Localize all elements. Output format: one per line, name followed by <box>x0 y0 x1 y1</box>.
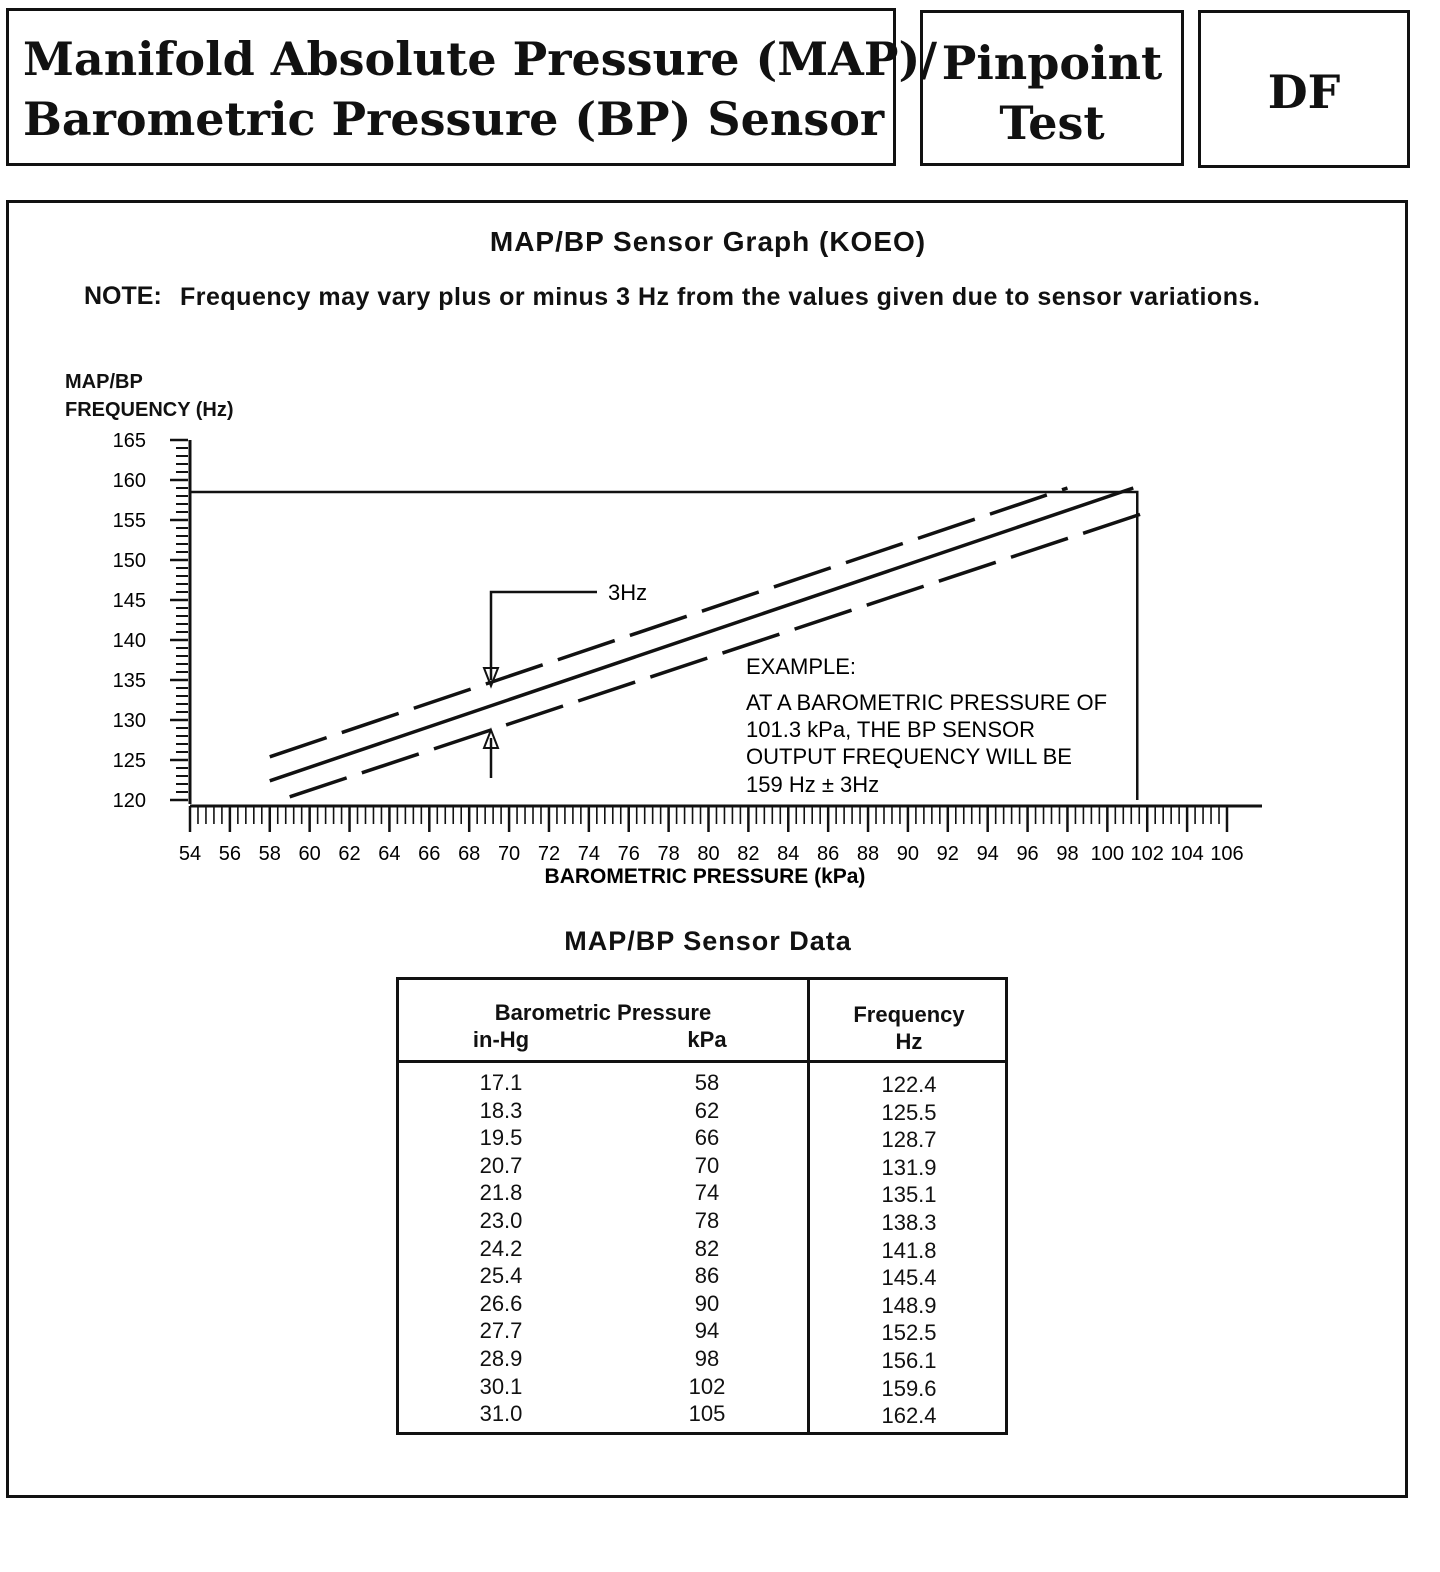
x-tick-label: 58 <box>258 843 281 865</box>
cell-frequency: 145.4 <box>881 1265 937 1291</box>
cell-kpa: 82 <box>694 1235 720 1261</box>
x-tick-label: 76 <box>617 843 640 865</box>
example-title: EXAMPLE: <box>746 654 857 679</box>
cell-frequency: 156.1 <box>881 1348 937 1373</box>
x-tick-label: 54 <box>178 843 202 865</box>
x-tick-label: 78 <box>657 843 680 865</box>
cell-kpa: 90 <box>694 1290 720 1316</box>
x-tick-label: 92 <box>936 843 959 865</box>
example-line-4: 159 Hz ± 3Hz <box>746 772 880 797</box>
y-axis-label-line-1: MAP/BP <box>65 371 143 393</box>
x-tick-label: 64 <box>378 843 401 865</box>
cell-kpa: 70 <box>694 1152 720 1178</box>
cell-frequency: 152.5 <box>881 1320 937 1346</box>
x-tick-label: 82 <box>737 843 760 865</box>
x-tick-label: 96 <box>1016 843 1039 865</box>
cell-frequency: 122.4 <box>881 1072 937 1097</box>
cell-inhg: 19.5 <box>479 1125 523 1151</box>
cell-inhg: 17.1 <box>479 1070 523 1095</box>
x-tick-label: 62 <box>338 843 361 865</box>
note-text: Frequency may vary plus or minus 3 Hz from the values given due to sensor variations. <box>180 283 1261 311</box>
x-tick-label: 84 <box>777 843 800 865</box>
example-annotation <box>746 654 1107 797</box>
pinpoint-line-2: Test <box>999 96 1105 150</box>
y-tick-label: 125 <box>112 750 146 772</box>
table-title: MAP/BP Sensor Data <box>564 926 852 956</box>
cell-inhg: 20.7 <box>479 1152 523 1178</box>
cell-frequency: 148.9 <box>881 1292 937 1318</box>
cell-frequency: 141.8 <box>881 1237 937 1263</box>
cell-inhg: 26.6 <box>479 1290 523 1316</box>
header-rule <box>399 1060 1005 1063</box>
x-tick-label: 80 <box>697 843 720 865</box>
cell-inhg: 18.3 <box>479 1097 523 1123</box>
note-label: NOTE: <box>84 282 162 310</box>
example-line-3: OUTPUT FREQUENCY WILL BE <box>746 744 1072 769</box>
chart-axes <box>113 430 1262 865</box>
cell-kpa: 66 <box>694 1125 720 1151</box>
cell-frequency: 159.6 <box>881 1375 937 1401</box>
cell-inhg: 30.1 <box>479 1373 523 1399</box>
sensor-data-table <box>396 977 1008 1435</box>
tolerance-leader-line <box>491 592 597 680</box>
example-line-2: 101.3 kPa, THE BP SENSOR <box>746 717 1035 742</box>
y-axis-label-line-2: FREQUENCY (Hz) <box>65 399 234 421</box>
cell-inhg: 31.0 <box>479 1401 523 1427</box>
y-tick-label: 140 <box>112 630 146 652</box>
x-tick-label: 74 <box>577 843 600 865</box>
x-tick-label: 72 <box>537 843 561 865</box>
x-tick-label: 60 <box>298 843 321 865</box>
y-tick-label: 150 <box>112 550 146 572</box>
cell-frequency: 131.9 <box>881 1154 937 1180</box>
x-tick-label: 88 <box>856 843 880 865</box>
x-tick-label: 70 <box>497 843 521 865</box>
y-tick-label: 135 <box>112 670 146 692</box>
test-code: DF <box>1267 65 1341 119</box>
cell-frequency: 138.3 <box>881 1210 937 1235</box>
cell-kpa: 86 <box>694 1263 720 1289</box>
x-tick-label: 86 <box>817 843 840 865</box>
cell-inhg: 28.9 <box>479 1346 523 1371</box>
cell-frequency: 128.7 <box>881 1127 937 1153</box>
cell-frequency: 125.5 <box>881 1099 937 1125</box>
x-tick-label: 56 <box>218 843 242 865</box>
cell-kpa: 62 <box>694 1097 720 1123</box>
column-header-hz: Hz <box>895 1029 923 1054</box>
cell-frequency: 135.1 <box>881 1182 937 1208</box>
cell-kpa: 78 <box>694 1208 720 1233</box>
pinpoint-line-1: Pinpoint <box>941 36 1163 90</box>
title-line-1: Manifold Absolute Pressure (MAP)/ <box>23 32 938 86</box>
x-tick-label: 68 <box>458 843 481 865</box>
x-tick-label: 90 <box>896 843 920 865</box>
cell-inhg: 25.4 <box>479 1263 523 1289</box>
x-axis-label: BAROMETRIC PRESSURE (kPa) <box>544 865 866 888</box>
x-tick-label: 100 <box>1090 843 1125 865</box>
cell-kpa: 105 <box>688 1401 726 1427</box>
x-tick-label: 106 <box>1210 843 1244 865</box>
x-tick-label: 94 <box>976 843 999 865</box>
graph-title: MAP/BP Sensor Graph (KOEO) <box>489 226 927 257</box>
column-header-inhg: in-Hg <box>472 1027 530 1052</box>
cell-kpa: 98 <box>694 1346 720 1371</box>
cell-inhg: 27.7 <box>479 1318 523 1344</box>
cell-kpa: 94 <box>694 1318 720 1344</box>
y-tick-label: 145 <box>112 590 146 612</box>
x-tick-label: 98 <box>1056 843 1079 865</box>
y-tick-label: 130 <box>112 710 146 732</box>
cell-inhg: 24.2 <box>479 1235 523 1261</box>
cell-frequency: 162.4 <box>881 1403 937 1429</box>
cell-kpa: 58 <box>694 1070 720 1095</box>
header-group-barometric-pressure: Barometric Pressure <box>494 1000 712 1025</box>
example-line-1: AT A BAROMETRIC PRESSURE OF <box>746 690 1108 715</box>
y-tick-label: 155 <box>112 510 146 532</box>
column-header-frequency: Frequency <box>853 1002 965 1027</box>
cell-inhg: 21.8 <box>479 1180 523 1206</box>
cell-kpa: 102 <box>688 1373 726 1399</box>
y-tick-label: 160 <box>112 470 146 492</box>
x-tick-label: 102 <box>1130 843 1164 865</box>
y-tick-label: 165 <box>112 430 146 452</box>
y-tick-label: 120 <box>112 790 146 812</box>
column-header-kpa: kPa <box>687 1027 727 1052</box>
title-line-2: Barometric Pressure (BP) Sensor <box>23 92 885 146</box>
x-tick-label: 66 <box>418 843 441 865</box>
cell-kpa: 74 <box>694 1180 720 1206</box>
x-tick-label: 104 <box>1170 843 1204 865</box>
tolerance-label: 3Hz <box>608 580 648 605</box>
cell-inhg: 23.0 <box>479 1208 523 1233</box>
